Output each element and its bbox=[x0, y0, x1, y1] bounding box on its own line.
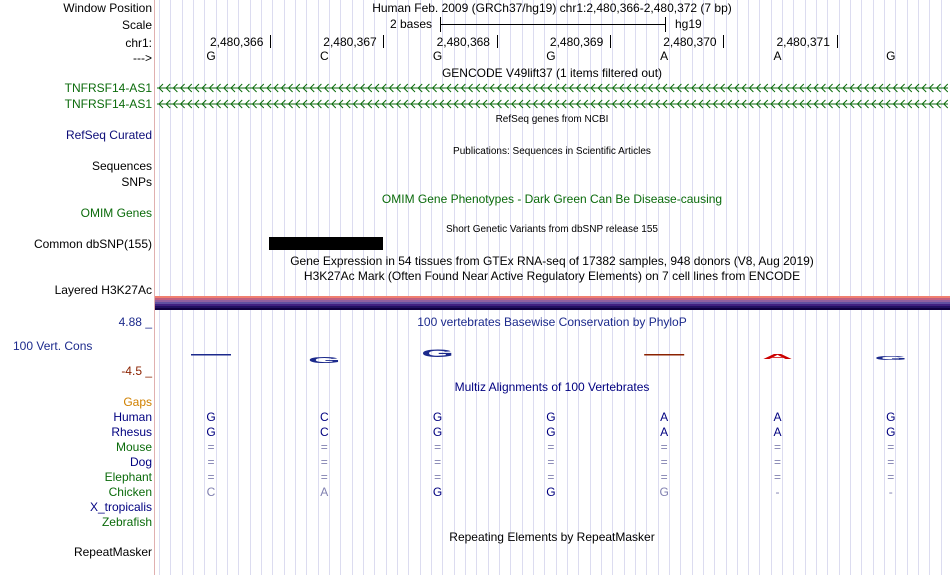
ruler-position-label: 2,480,370 bbox=[663, 35, 717, 49]
alignment-base: = bbox=[547, 455, 555, 469]
alignment-base: = bbox=[547, 440, 555, 454]
species-label[interactable]: Chicken bbox=[108, 485, 152, 499]
alignment-base: = bbox=[434, 440, 442, 454]
dbsnp-variant-feature[interactable] bbox=[269, 237, 383, 250]
species-label[interactable]: Elephant bbox=[104, 470, 152, 484]
strand-label: ---> bbox=[133, 51, 152, 65]
reference-base: G bbox=[546, 49, 556, 63]
repeatmasker-track-title[interactable]: Repeating Elements by RepeatMasker bbox=[449, 530, 655, 544]
omim-track-title[interactable]: OMIM Gene Phenotypes - Dark Green Can Be Disease-causing bbox=[381, 192, 723, 206]
alignment-base: - bbox=[888, 485, 893, 499]
alignment-base: A bbox=[660, 410, 669, 424]
alignment-base: = bbox=[547, 470, 555, 484]
alignment-base: G bbox=[206, 410, 216, 424]
multiz-track-title[interactable]: Multiz Alignments of 100 Vertebrates bbox=[454, 380, 650, 394]
species-label[interactable]: X_tropicalis bbox=[89, 500, 152, 514]
phylop-mark: A bbox=[762, 352, 793, 361]
alignment-base: G bbox=[886, 425, 896, 439]
alignment-base: C bbox=[319, 425, 329, 439]
ruler-tick bbox=[837, 35, 838, 48]
alignment-base: G bbox=[546, 425, 556, 439]
alignment-base: = bbox=[660, 470, 668, 484]
ruler-tick bbox=[610, 35, 611, 48]
ruler-position-label: 2,480,367 bbox=[323, 35, 377, 49]
alignment-base: = bbox=[434, 470, 442, 484]
phylop-label[interactable]: 100 Vert. Cons bbox=[13, 339, 93, 353]
alignment-base: A bbox=[773, 425, 782, 439]
ruler-position-label: 2,480,371 bbox=[776, 35, 830, 49]
species-label[interactable]: Rhesus bbox=[111, 425, 152, 439]
species-label[interactable]: Zebrafish bbox=[101, 515, 152, 529]
dbsnp-label[interactable]: Common dbSNP(155) bbox=[33, 237, 152, 251]
gencode-gene-feature-1[interactable] bbox=[157, 82, 948, 94]
ruler-position-label: 2,480,368 bbox=[436, 35, 490, 49]
alignment-base: = bbox=[434, 455, 442, 469]
h3k27ac-label[interactable]: Layered H3K27Ac bbox=[54, 283, 152, 297]
species-label[interactable]: Mouse bbox=[115, 440, 152, 454]
species-label[interactable]: Human bbox=[113, 410, 152, 424]
snps-label[interactable]: SNPs bbox=[121, 175, 152, 189]
alignment-base: G bbox=[206, 425, 216, 439]
alignment-base: = bbox=[887, 455, 895, 469]
gencode-track-title[interactable]: GENCODE V49lift37 (1 items filtered out) bbox=[441, 66, 663, 80]
alignment-base: A bbox=[660, 425, 669, 439]
alignment-base: G bbox=[546, 410, 556, 424]
alignment-base: = bbox=[320, 470, 328, 484]
scale-bases: 2 bases bbox=[390, 17, 433, 31]
sequences-label[interactable]: Sequences bbox=[91, 159, 152, 173]
alignment-base: G bbox=[886, 410, 896, 424]
ruler-tick bbox=[383, 35, 384, 48]
ruler-position-label: 2,480,369 bbox=[549, 35, 604, 49]
phylop-min-label: -4.5 _ bbox=[121, 364, 152, 378]
dbsnp-track-title[interactable]: Short Genetic Variants from dbSNP release 155 bbox=[446, 224, 658, 235]
alignment-base: = bbox=[887, 440, 895, 454]
repeatmasker-label[interactable]: RepeatMasker bbox=[73, 545, 152, 559]
alignment-base: = bbox=[660, 455, 668, 469]
scale-bar-left-cap bbox=[440, 17, 441, 32]
phylop-track-title[interactable]: 100 vertebrates Basewise Conservation by PhyloP bbox=[417, 315, 687, 329]
phylop-mark: G bbox=[421, 346, 454, 360]
reference-base: A bbox=[660, 49, 669, 63]
phylop-mark: G bbox=[874, 355, 908, 362]
alignment-base: G bbox=[432, 485, 443, 499]
ruler-position-label: 2,480,366 bbox=[210, 35, 264, 49]
scale-bar-right-cap bbox=[665, 17, 666, 32]
alignment-base: G bbox=[432, 410, 443, 424]
h3k27ac-band bbox=[155, 308, 950, 310]
gencode-gene-label-2[interactable]: TNFRSF14-AS1 bbox=[64, 97, 152, 111]
window-position-label: Window Position bbox=[63, 1, 152, 15]
alignment-base: = bbox=[320, 455, 328, 469]
species-label[interactable]: Dog bbox=[129, 455, 152, 469]
gaps-label: Gaps bbox=[123, 395, 152, 409]
gtex-track-title[interactable]: Gene Expression in 54 tissues from GTEx RNA-seq of 17382 samples, 948 donors (V8, Aug 2019) bbox=[290, 254, 814, 268]
alignment-base: A bbox=[773, 410, 782, 424]
scale-bar bbox=[440, 24, 666, 25]
alignment-base: = bbox=[320, 440, 328, 454]
reference-base: G bbox=[432, 49, 443, 63]
h3k27ac-track-title[interactable]: H3K27Ac Mark (Often Found Near Active Regulatory Elements) on 7 cell lines from ENCODE bbox=[303, 269, 801, 283]
refseq-curated-label[interactable]: RefSeq Curated bbox=[65, 128, 152, 142]
alignment-base: A bbox=[320, 485, 329, 499]
alignment-base: = bbox=[660, 440, 668, 454]
alignment-base: = bbox=[773, 455, 782, 469]
ruler-tick bbox=[497, 35, 498, 48]
chr-label: chr1: bbox=[125, 36, 152, 50]
phylop-logo-plot[interactable] bbox=[155, 335, 950, 365]
publications-track-title[interactable]: Publications: Sequences in Scientific Articles bbox=[453, 146, 651, 157]
phylop-max-label: 4.88 _ bbox=[118, 315, 152, 329]
phylop-mark: G bbox=[307, 355, 341, 365]
gencode-gene-label-1[interactable]: TNFRSF14-AS1 bbox=[64, 81, 152, 95]
reference-base: A bbox=[773, 49, 782, 63]
alignment-base: - bbox=[775, 485, 780, 499]
gencode-gene-feature-2[interactable] bbox=[157, 98, 948, 110]
alignment-base: G bbox=[546, 485, 556, 499]
window-position-value: Human Feb. 2009 (GRCh37/hg19) chr1:2,480,366-2,480,372 (7 bp) bbox=[372, 1, 732, 15]
scale-db: hg19 bbox=[675, 17, 702, 31]
alignment-base: = bbox=[207, 455, 215, 469]
alignment-base: C bbox=[206, 485, 216, 499]
reference-base: G bbox=[206, 49, 216, 63]
alignment-base: G bbox=[659, 485, 669, 499]
phylop-mark bbox=[644, 354, 684, 356]
reference-base: G bbox=[886, 49, 896, 63]
refseq-track-title[interactable]: RefSeq genes from NCBI bbox=[495, 114, 609, 125]
alignment-base: = bbox=[773, 440, 782, 454]
alignment-base: = bbox=[887, 470, 895, 484]
reference-base: C bbox=[319, 49, 329, 63]
ruler-tick bbox=[723, 35, 724, 48]
scale-label: Scale bbox=[121, 18, 152, 32]
alignment-base: C bbox=[319, 410, 329, 424]
omim-genes-label[interactable]: OMIM Genes bbox=[80, 206, 152, 220]
alignment-base: = bbox=[773, 470, 782, 484]
alignment-base: = bbox=[207, 440, 215, 454]
alignment-base: G bbox=[432, 425, 443, 439]
ruler-tick bbox=[270, 35, 271, 48]
phylop-mark bbox=[191, 354, 231, 356]
alignment-base: = bbox=[207, 470, 215, 484]
